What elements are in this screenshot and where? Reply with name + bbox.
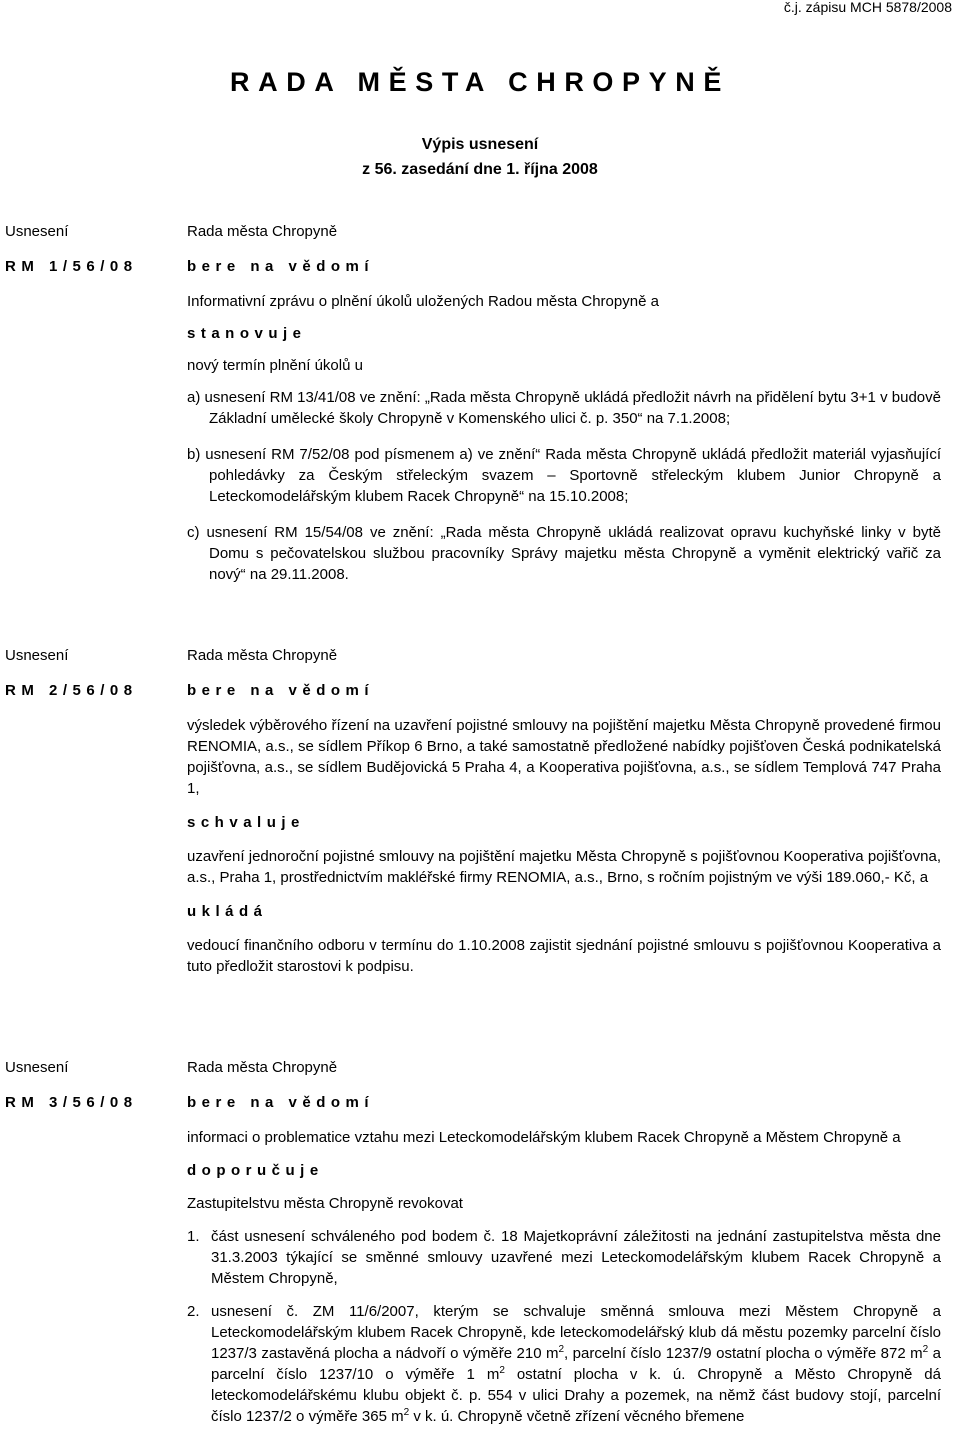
resolution-content	[187, 645, 941, 977]
resolution-text: vedoucí finančního odboru v termínu do 1.10.2008 zajistit sjednání pojistné smlouvu s pojišťovnou Kooperativa a tuto předložit starostovi k podpisu.	[187, 937, 941, 975]
resolution-verb: bere na vědomí	[187, 682, 375, 699]
resolution-number: RM 3/56/08	[5, 1094, 138, 1111]
resolution-verb: stanovuje	[187, 325, 307, 342]
resolution-number: RM 1/56/08	[5, 258, 138, 275]
resolution-label: Usnesení	[5, 647, 69, 664]
resolution-item-b: b) usnesení RM 7/52/08 pod písmenem a) ve znění“ Rada města Chropyně ukládá předložit materiál vyjasňující pohledávky za Českým střeleckým svazem – Sportovně střeleckým klubem Junior Chropyně a Leteckomodelářským klubem Racek Chropyně“ na 15.10.2008;	[187, 446, 941, 505]
resolution-verb: ukládá	[187, 903, 268, 920]
document-subtitle	[0, 132, 960, 182]
resolution-body: Rada města Chropyně	[187, 1059, 338, 1076]
resolution-text: nový termín plnění úkolů u	[187, 357, 363, 374]
superscript: 2	[922, 1344, 929, 1355]
resolution-text: výsledek výběrového řízení na uzavření pojistné smlouvy na pojištění majetku Města Chropyně provedené firmou RENOMIA, a.s., se sídlem Příkop 6 Brno, a také samostatně předložené nabídky pojišťoven Česká podnikatelská pojišťovna, a.s., se sídlem Budějovická 5 Praha 4, a Kooperativa pojišťovna, a.s., se sídlem Templová 747 Praha 1,	[187, 717, 941, 797]
resolution-verb: schvaluje	[187, 814, 305, 831]
resolution-content	[187, 221, 941, 585]
document-title: RADA MĚSTA CHROPYNĚ	[230, 67, 730, 97]
item-text-part: , parcelní číslo 1237/9 ostatní plocha o výměře 872 m	[564, 1345, 923, 1362]
item-text-part: a parcelní číslo 1237/10 o výměře 1 m	[211, 1345, 941, 1383]
resolution-body: Rada města Chropyně	[187, 223, 338, 240]
revocation-item-1	[187, 1226, 941, 1289]
subtitle-line-1: Výpis usnesení	[421, 136, 539, 153]
resolution-verb: doporučuje	[187, 1162, 324, 1179]
resolution-body: Rada města Chropyně	[187, 647, 338, 664]
item-text-part: ostatní plocha v k. ú. Chropyně a Město Chropyně dá leteckomodelářskému klubu objekt č. p. 554 v ulici Drahy a pozemek, na němž část budovy stojí, parcelní číslo 1237/2 o výměře 365 m	[211, 1366, 941, 1425]
resolution-text: uzavření jednoroční pojistné smlouvy na pojištění majetku Města Chropyně s pojišťovnou Kooperativa pojišťovna, a.s., Praha 1, prostřednictvím makléřské firmy RENOMIA, a.s., Brno, s ročním pojistným ve výši 189.060,- Kč, a	[187, 848, 941, 886]
item-number: 2.	[187, 1303, 200, 1320]
item-text: část usnesení schváleného pod bodem č. 18 Majetkoprávní záležitosti na jednání zastupitelstva města dne 31.3.2003 týkající se směnné smlouvy uzavřené mezi Leteckomodelářským klubem Racek Chropyně a Městem Chropyně,	[211, 1228, 941, 1287]
resolution-verb: bere na vědomí	[187, 1094, 375, 1111]
resolution-label: Usnesení	[5, 223, 69, 240]
item-number: 1.	[187, 1228, 200, 1245]
superscript: 2	[403, 1407, 410, 1418]
revocation-item-2	[187, 1301, 941, 1427]
resolution-verb: bere na vědomí	[187, 258, 375, 275]
resolution-text: Informativní zprávu o plnění úkolů uložených Radou města Chropyně a	[187, 293, 659, 310]
item-text-part: v k. ú. Chropyně včetně zřízení věcného břemene	[409, 1408, 745, 1425]
document-reference-number: č.j. zápisu MCH 5878/2008	[783, 0, 952, 15]
superscript: 2	[499, 1365, 505, 1376]
resolution-content	[187, 1057, 941, 1427]
resolution-item-c: c) usnesení RM 15/54/08 ve znění: „Rada města Chropyně ukládá realizovat opravu kuchyňské linky v bytě Domu s pečovatelskou službou pracovníky Správy majetku města Chropyně a vyměnit elektrický vařič za nový“ na 29.11.2008.	[187, 524, 941, 583]
superscript: 2	[558, 1344, 565, 1355]
resolution-text: Zastupitelstvu města Chropyně revokovat	[187, 1195, 463, 1212]
subtitle-line-2: z 56. zasedání dne 1. října 2008	[362, 161, 598, 178]
resolution-item-a: a) usnesení RM 13/41/08 ve znění: „Rada města Chropyně ukládá předložit návrh na přidělení bytu 3+1 v budově Základní umělecké školy Chropyně v Komenského ulici č. p. 350“ na 7.1.2008;	[187, 389, 941, 427]
resolution-text: informaci o problematice vztahu mezi Leteckomodelářským klubem Racek Chropyně a Městem Chropyně a	[187, 1129, 901, 1146]
resolution-number: RM 2/56/08	[5, 682, 138, 699]
resolution-label: Usnesení	[5, 1059, 69, 1076]
item-text-part: usnesení č. ZM 11/6/2007, kterým se schvaluje směnná smlouva mezi Městem Chropyně a Leteckomodelářským klubem Racek Chropyně, kde leteckomodelářský klub dá městu pozemky parcelní číslo 1237/3 zastavěná plocha a nádvoří o výměře 210 m	[211, 1303, 941, 1362]
